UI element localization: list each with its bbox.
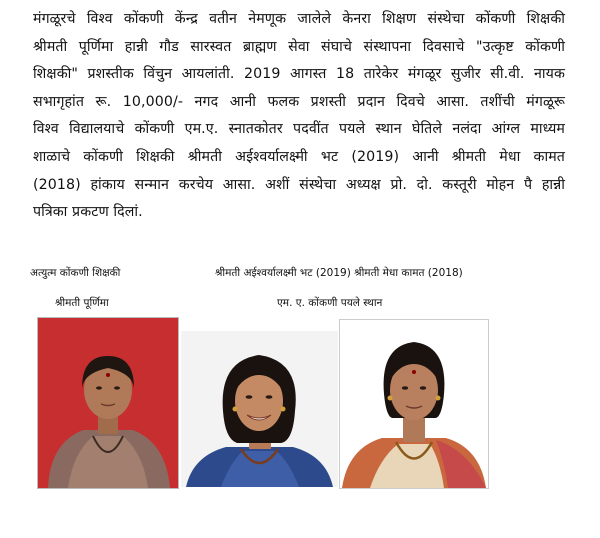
paragraph-line: सभागृहांत रू. 10,000/- नगद आनी फलक प्रशस्ती प्रदान दिवचे आसा. तशींची मंगळूरू — [33, 93, 565, 110]
article-paragraph — [33, 6, 565, 227]
caption-teacher-name: श्रीमती पूर्णिमा — [55, 297, 109, 309]
paragraph-line: (2018) हांकाय सन्मान करचेय आसा. अशीं संस्थेचा अध्यक्ष प्रो. दो. कस्तूरी मोहन पै हान्नी — [33, 176, 565, 193]
caption-ma-first-rank: एम. ए. कोंकणी पयले स्थान — [277, 297, 383, 309]
paragraph-line: विश्व विद्यालयाचे कोंकणी एम.ए. स्नातकोतर पदवींत पयले स्थान घेतिले नलंदा आंग्ल माध्यम — [33, 121, 565, 138]
portrait-photo-1 — [37, 317, 179, 489]
portrait-photo-2 — [181, 331, 338, 487]
paragraph-line: शाळाचे कोंकणी शिक्षकी श्रीमती अईश्वर्यालक्ष्मी भट (2019) आनी श्रीमती मेधा कामत — [33, 148, 565, 165]
paragraph-line: श्रीमती पूर्णिमा हान्नी गौड सारस्वत ब्राह्मण सेवा संघाचे संस्थापना दिवसाचे "उत्कृष्ट कोंकणी — [33, 38, 565, 55]
paragraph-line: मंगळूरचे विश्व कोंकणी केंन्द्र वतीन नेमणूक जालेले केनरा शिक्षण संस्थेचा कोंकणी शिक्षकी — [33, 11, 565, 27]
portrait-photo-3 — [339, 319, 489, 489]
caption-best-teacher: अत्युत्म कोंकणी शिक्षकी — [30, 267, 121, 279]
caption-winners: श्रीमती अईश्वर्यालक्ष्मी भट (2019) श्रीमती मेधा कामत (2018) — [215, 267, 463, 279]
paragraph-line: पत्रिका प्रकटण दिलां. — [33, 204, 143, 221]
paragraph-line: शिक्षकी" प्रशस्तीक विंचुन आयलांती. 2019 आगस्त 18 तारेकेर मंगळूर सुजीर सी.वी. नायक — [33, 66, 565, 83]
